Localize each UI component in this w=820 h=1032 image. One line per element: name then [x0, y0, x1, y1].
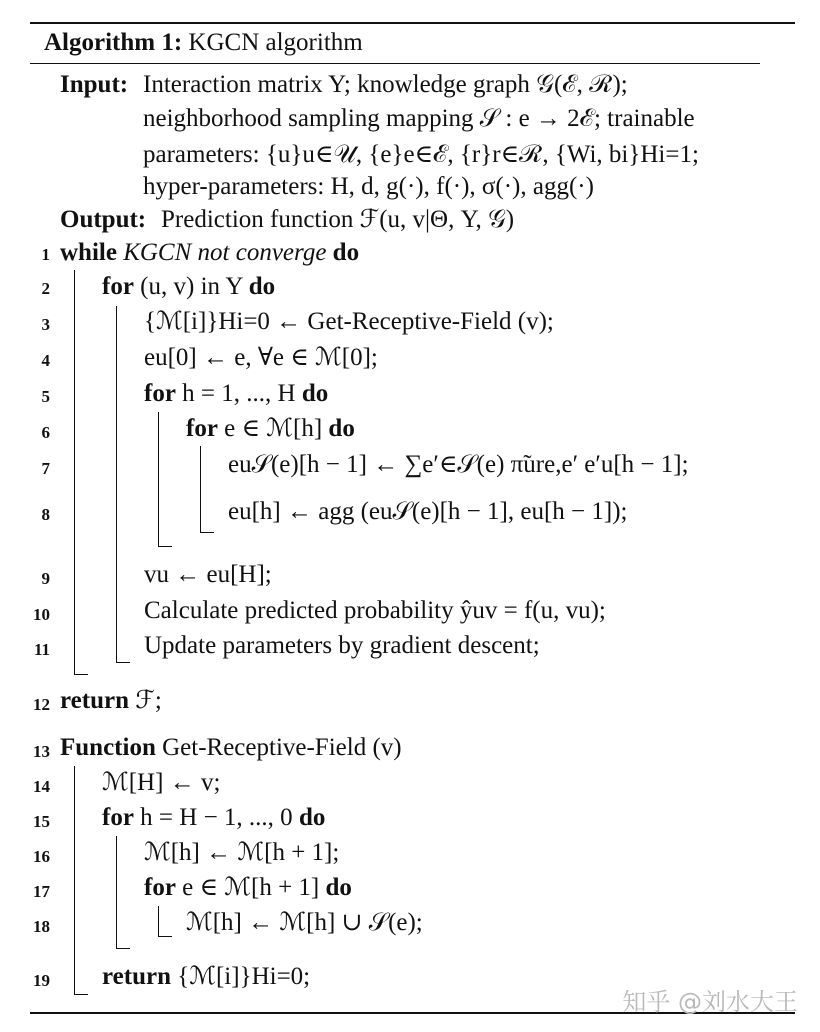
for-h-down-block-bar [116, 836, 117, 948]
for-e-m-block-end [158, 936, 172, 937]
line-19 [102, 962, 310, 992]
line-number-15: 15 [33, 812, 50, 831]
line-13-text: Get-Receptive-Field (v) [162, 734, 402, 761]
line-10: Calculate predicted probability ŷuv = f(u, vu); [144, 597, 606, 624]
keyword-for: for [186, 415, 218, 442]
keyword-do: do [301, 380, 329, 407]
function-block-bar [74, 766, 75, 994]
line-2-text: (u, v) in Y [140, 273, 243, 300]
line-number-18: 18 [33, 917, 50, 936]
line-11: Update parameters by gradient descent; [144, 632, 540, 659]
line-number-17: 17 [33, 882, 50, 901]
for-h-block-bar [158, 412, 159, 546]
line-number-11: 11 [33, 640, 50, 659]
for-h-block-end [158, 546, 172, 547]
algorithm-caption [44, 28, 363, 58]
output-text: Prediction function ℱ(u, v|Θ, Y, 𝒢) [161, 206, 515, 233]
line-number-6: 6 [41, 423, 50, 442]
line-number-10: 10 [33, 605, 50, 624]
input-line-2: neighborhood sampling mapping 𝒮 : e → 2ℰ; trainable [143, 105, 695, 132]
input-line-3: parameters: {u}u∈𝒰, {e}e∈ℰ, {r}r∈ℛ, {Wi, bi}Hi=1; [143, 141, 699, 168]
keyword-do: do [298, 804, 326, 831]
keyword-for: for [144, 874, 176, 901]
for-h-down-block-end [116, 948, 130, 949]
algorithm-title: KGCN algorithm [188, 29, 363, 56]
line-6 [186, 414, 355, 444]
line-number-2: 2 [41, 279, 50, 298]
for-e-block-end [200, 532, 214, 533]
caption-rule [30, 63, 760, 64]
top-rule [30, 22, 795, 24]
while-block-bar [74, 270, 75, 674]
line-1-text: KGCN not converge [123, 239, 327, 266]
algorithm-label: Algorithm 1: [44, 29, 183, 56]
line-15-text: h = H − 1, ..., 0 [140, 804, 293, 831]
for-uv-block-end [116, 662, 130, 663]
line-5 [144, 379, 328, 409]
line-number-14: 14 [33, 777, 50, 796]
output-keyword: Output: [60, 206, 147, 233]
keyword-for: for [102, 804, 134, 831]
line-16: ℳ[h] ← ℳ[h + 1]; [144, 839, 340, 866]
line-number-19: 19 [33, 971, 50, 990]
line-number-3: 3 [41, 315, 50, 334]
keyword-return: return [60, 687, 129, 714]
line-number-5: 5 [41, 387, 50, 406]
line-9: vu ← eu[H]; [144, 561, 272, 588]
line-number-1: 1 [41, 245, 50, 264]
line-7: eu𝒮(e)[h − 1] ← ∑e′∈𝒮(e) π̃ure,e′ e′u[h − 1]; [228, 451, 689, 478]
line-12 [60, 686, 162, 716]
line-number-8: 8 [41, 505, 50, 524]
line-8: eu[h] ← agg (eu𝒮(e)[h − 1], eu[h − 1]); [228, 498, 628, 525]
watermark-text: 知乎 @刘水大王 [622, 988, 798, 1016]
line-15 [102, 803, 325, 833]
line-3: {ℳ[i]}Hi=0 ← Get-Receptive-Field (v); [144, 308, 554, 335]
keyword-do: do [332, 239, 360, 266]
keyword-while: while [60, 239, 117, 266]
line-13 [60, 733, 402, 763]
line-number-7: 7 [41, 459, 50, 478]
line-19-text: {ℳ[i]}Hi=0; [177, 963, 311, 990]
for-e-block-bar [200, 446, 201, 532]
keyword-for: for [144, 380, 176, 407]
line-17-text: e ∈ ℳ[h + 1] [182, 874, 320, 901]
input-keyword: Input: [60, 71, 129, 98]
for-e-m-block-bar [158, 906, 159, 936]
line-number-12: 12 [33, 695, 50, 714]
keyword-function: Function [60, 734, 156, 761]
line-17 [144, 873, 352, 903]
line-4: eu[0] ← e, ∀e ∈ ℳ[0]; [144, 344, 378, 371]
input-line-1: Interaction matrix Y; knowledge graph 𝒢(ℰ, ℛ); [143, 71, 628, 98]
line-1 [60, 238, 359, 268]
line-12-text: ℱ; [135, 687, 162, 714]
keyword-do: do [248, 273, 276, 300]
keyword-return: return [102, 963, 171, 990]
for-uv-block-bar [116, 306, 117, 662]
line-number-13: 13 [33, 742, 50, 761]
line-18: ℳ[h] ← ℳ[h] ∪ 𝒮(e); [186, 909, 423, 936]
keyword-for: for [102, 273, 134, 300]
keyword-do: do [325, 874, 352, 901]
while-block-end [74, 674, 88, 675]
line-14: ℳ[H] ← v; [102, 769, 221, 796]
line-5-text: h = 1, ..., H [182, 380, 296, 407]
function-block-end [74, 994, 88, 995]
line-6-text: e ∈ ℳ[h] [224, 415, 323, 442]
input-line-4: hyper-parameters: H, d, g(·), f(·), σ(·), agg(·) [143, 173, 594, 200]
line-number-9: 9 [41, 569, 50, 588]
line-number-16: 16 [33, 847, 50, 866]
line-2 [102, 272, 275, 302]
line-number-4: 4 [41, 351, 50, 370]
keyword-do: do [328, 415, 355, 442]
